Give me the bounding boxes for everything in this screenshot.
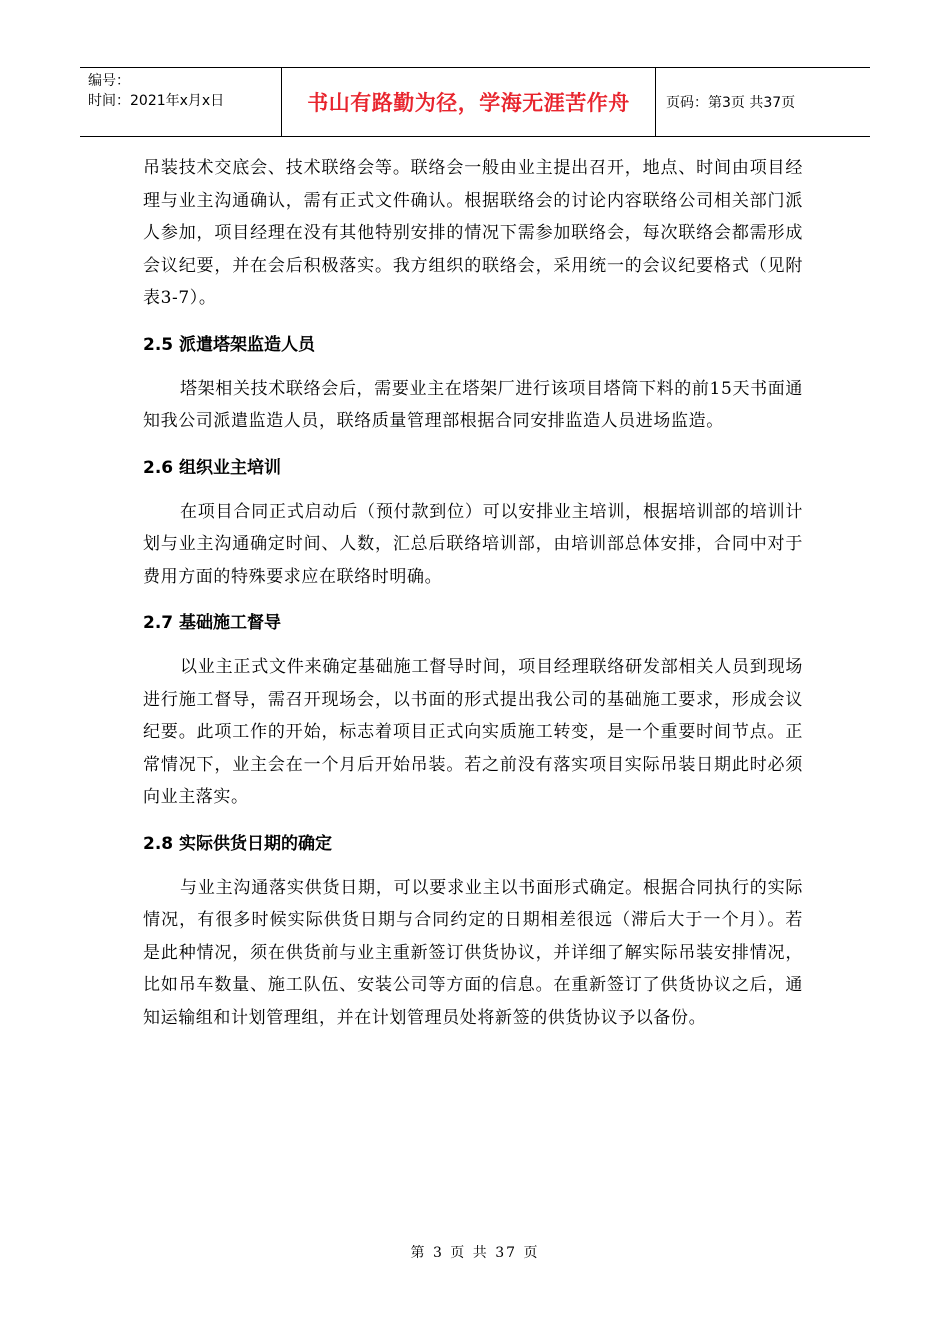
section-body-2-8: 与业主沟通落实供货日期，可以要求业主以书面形式确定。根据合同执行的实际情况，有很多时候实际供货日期与合同约定的日期相差很远（滞后大于一个月）。若是此种情况，须在供货前与业主重新签订供货协议，并详细了解实际吊装安排情况，比如吊车数量、施工队伍、安装公司等方面的信息。在重新签订了供货协议之后，通知运输组和计划管理组，并在计划管理员处将新签的供货协议予以备份。 [143, 877, 803, 1028]
header-motto-cell [282, 68, 656, 136]
header-page-info-cell [656, 68, 870, 136]
intro-paragraph: 吊装技术交底会、技术联络会等。联络会一般由业主提出召开，地点、时间由项目经理与业主沟通确认，需有正式文件确认。根据联络会的讨论内容联络公司相关部门派人参加，项目经理在没有其他特别安排的情况下需参加联络会，每次联络会都需形成会议纪要，并在会后积极落实。我方组织的联络会，采用统一的会议纪要格式（见附表3-7）。 [143, 158, 803, 308]
header-motto: 书山有路勤为径，学海无涯苦作舟 [307, 91, 630, 115]
section-heading-2-8: 2.8 实际供货日期的确定 [143, 833, 333, 854]
section-heading-2-5: 2.5 派遣塔架监造人员 [143, 334, 316, 355]
header-meta [80, 68, 282, 136]
section-body-2-6: 在项目合同正式启动后（预付款到位）可以安排业主培训，根据培训部的培训计划与业主沟通确定时间、人数，汇总后联络培训部，由培训部总体安排，合同中对于费用方面的特殊要求应在联络时明确。 [143, 501, 803, 587]
section-heading-2-6: 2.6 组织业主培训 [143, 457, 282, 478]
section-heading-2-7: 2.7 基础施工督导 [143, 613, 282, 633]
header-page-info: 页码：第3页 共37页 [666, 95, 796, 111]
document-number-label: 编号： [88, 73, 130, 89]
page-header [80, 67, 870, 137]
section-body-2-5: 塔架相关技术联络会后，需要业主在塔架厂进行该项目塔筒下料的前15天书面通知我公司派遣监造人员，联络质量管理部根据合同安排监造人员进场监造。 [143, 378, 803, 431]
page-footer: 第 3 页 共 37 页 [410, 1245, 540, 1261]
document-time-label: 时间：2021年x月x日 [88, 93, 225, 109]
section-body-2-7: 以业主正式文件来确定基础施工督导时间，项目经理联络研发部相关人员到现场进行施工督导，需召开现场会，以书面的形式提出我公司的基础施工要求，形成会议纪要。此项工作的开始，标志着项目正式向实质施工转变，是一个重要时间节点。正常情况下，业主会在一个月后开始吊装。若之前没有落实项目实际吊装日期此时必须向业主落实。 [143, 657, 803, 807]
document-body [143, 152, 803, 1034]
